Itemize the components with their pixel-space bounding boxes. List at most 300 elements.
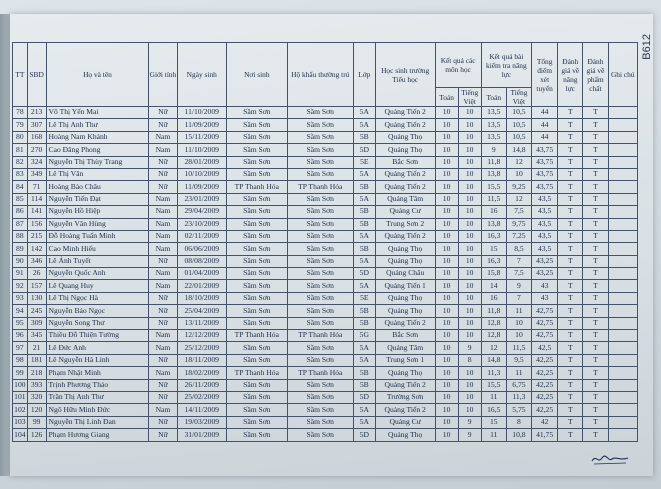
cell-school: Quảng Châu bbox=[375, 268, 435, 280]
cell-capacity: T bbox=[558, 218, 583, 230]
cell-quality: T bbox=[583, 330, 608, 342]
cell-gender: Nam bbox=[149, 367, 177, 379]
table-row bbox=[13, 268, 638, 280]
cell-test-vietnamese: 7,5 bbox=[506, 268, 531, 280]
cell-school: Bắc Sơn bbox=[375, 330, 435, 342]
cell-gender: Nam bbox=[149, 218, 177, 230]
cell-test-math: 11,5 bbox=[481, 193, 506, 205]
cell-vietnamese: 10 bbox=[458, 243, 481, 255]
cell-notes bbox=[608, 404, 637, 416]
header-residence: Hộ khẩu thường trú bbox=[287, 43, 353, 107]
cell-math: 10 bbox=[435, 168, 458, 180]
cell-dob: 29/04/2009 bbox=[177, 206, 226, 218]
cell-school: Quảng Thọ bbox=[375, 367, 435, 379]
cell-tt: 89 bbox=[13, 243, 28, 255]
cell-name: Lê Đức Anh bbox=[46, 342, 149, 354]
cell-test-vietnamese: 10,8 bbox=[506, 429, 531, 441]
cell-residence: Sầm Sơn bbox=[287, 156, 353, 168]
table-row bbox=[13, 181, 638, 193]
cell-birthplace: Sầm Sơn bbox=[226, 168, 287, 180]
cell-vietnamese: 10 bbox=[458, 367, 481, 379]
cell-total: 42,5 bbox=[532, 342, 558, 354]
cell-school: Quảng Tâm bbox=[375, 193, 435, 205]
cell-capacity: T bbox=[558, 268, 583, 280]
cell-test-math: 14 bbox=[481, 280, 506, 292]
cell-math: 10 bbox=[435, 342, 458, 354]
table-row bbox=[13, 206, 638, 218]
cell-test-math: 13,5 bbox=[481, 107, 506, 119]
table-row bbox=[13, 404, 638, 416]
cell-total: 43,75 bbox=[532, 156, 558, 168]
cell-quality: T bbox=[583, 107, 608, 119]
cell-dob: 25/04/2009 bbox=[177, 305, 226, 317]
cell-vietnamese: 9 bbox=[458, 342, 481, 354]
cell-test-vietnamese: 10,5 bbox=[506, 107, 531, 119]
table-row bbox=[13, 354, 638, 366]
cell-school: Quảng Cư bbox=[375, 206, 435, 218]
cell-test-math: 9 bbox=[481, 144, 506, 156]
cell-test-math: 15,5 bbox=[481, 379, 506, 391]
cell-capacity: T bbox=[558, 144, 583, 156]
cell-notes bbox=[608, 131, 637, 143]
cell-vietnamese: 10 bbox=[458, 230, 481, 242]
cell-test-math: 11 bbox=[481, 429, 506, 441]
cell-class: 5B bbox=[353, 181, 375, 193]
cell-school: Quảng Tiến 2 bbox=[375, 404, 435, 416]
cell-dob: 18/02/2009 bbox=[177, 367, 226, 379]
cell-notes bbox=[608, 317, 637, 329]
cell-sbd: 26 bbox=[27, 268, 46, 280]
cell-birthplace: Sầm Sơn bbox=[226, 255, 287, 267]
cell-tt: 86 bbox=[13, 206, 28, 218]
cell-sbd: 309 bbox=[27, 317, 46, 329]
cell-notes bbox=[608, 168, 637, 180]
cell-capacity: T bbox=[558, 342, 583, 354]
cell-capacity: T bbox=[558, 379, 583, 391]
cell-notes bbox=[608, 119, 637, 131]
cell-quality: T bbox=[583, 181, 608, 193]
cell-total: 43 bbox=[532, 280, 558, 292]
cell-name: Lê Ánh Tuyết bbox=[46, 255, 149, 267]
cell-sbd: 345 bbox=[27, 330, 46, 342]
cell-gender: Nữ bbox=[149, 292, 177, 304]
cell-vietnamese: 10 bbox=[458, 391, 481, 403]
cell-total: 43,5 bbox=[532, 218, 558, 230]
cell-tt: 93 bbox=[13, 292, 28, 304]
cell-capacity: T bbox=[558, 391, 583, 403]
cell-gender: Nam bbox=[149, 268, 177, 280]
table-row bbox=[13, 218, 638, 230]
cell-residence: Sầm Sơn bbox=[287, 119, 353, 131]
header-subject-results: Kết quả các môn học bbox=[435, 43, 481, 88]
cell-vietnamese: 10 bbox=[458, 404, 481, 416]
cell-notes bbox=[608, 107, 637, 119]
cell-sbd: 349 bbox=[27, 168, 46, 180]
cell-residence: Sầm Sơn bbox=[287, 391, 353, 403]
cell-math: 10 bbox=[435, 131, 458, 143]
cell-test-vietnamese: 7,25 bbox=[506, 230, 531, 242]
cell-total: 42,25 bbox=[532, 379, 558, 391]
header-notes: Ghi chú bbox=[608, 43, 637, 107]
cell-school: Quảng Thọ bbox=[375, 144, 435, 156]
cell-birthplace: Sầm Sơn bbox=[226, 280, 287, 292]
cell-vietnamese: 10 bbox=[458, 268, 481, 280]
cell-residence: Sầm Sơn bbox=[287, 429, 353, 441]
cell-quality: T bbox=[583, 255, 608, 267]
cell-test-vietnamese: 11,3 bbox=[506, 391, 531, 403]
table-row bbox=[13, 429, 638, 441]
cell-capacity: T bbox=[558, 255, 583, 267]
cell-test-vietnamese: 7,5 bbox=[506, 206, 531, 218]
cell-sbd: 114 bbox=[27, 193, 46, 205]
cell-capacity: T bbox=[558, 305, 583, 317]
cell-dob: 13/11/2009 bbox=[177, 317, 226, 329]
table-row bbox=[13, 119, 638, 131]
cell-capacity: T bbox=[558, 131, 583, 143]
cell-tt: 95 bbox=[13, 317, 28, 329]
cell-tt: 97 bbox=[13, 342, 28, 354]
cell-school: Quảng Tiến 2 bbox=[375, 230, 435, 242]
cell-test-vietnamese: 11 bbox=[506, 367, 531, 379]
cell-class: 5A bbox=[353, 107, 375, 119]
cell-name: Lê Thị Vân bbox=[46, 168, 149, 180]
cell-sbd: 99 bbox=[27, 416, 46, 428]
cell-class: 5A bbox=[353, 255, 375, 267]
cell-name: Nguyễn Tiến Đạt bbox=[46, 193, 149, 205]
cell-tt: 101 bbox=[13, 391, 28, 403]
cell-notes bbox=[608, 144, 637, 156]
cell-name: Phạm Hương Giang bbox=[46, 429, 149, 441]
cell-vietnamese: 10 bbox=[458, 181, 481, 193]
cell-math: 10 bbox=[435, 193, 458, 205]
cell-gender: Nữ bbox=[149, 255, 177, 267]
cell-dob: 10/10/2009 bbox=[177, 168, 226, 180]
cell-dob: 23/10/2009 bbox=[177, 218, 226, 230]
cell-birthplace: Sầm Sơn bbox=[226, 144, 287, 156]
cell-capacity: T bbox=[558, 206, 583, 218]
cell-name: Cao Đăng Phong bbox=[46, 144, 149, 156]
cell-vietnamese: 10 bbox=[458, 317, 481, 329]
cell-residence: TP Thanh Hóa bbox=[287, 181, 353, 193]
cell-dob: 28/01/2009 bbox=[177, 156, 226, 168]
cell-birthplace: Sầm Sơn bbox=[226, 379, 287, 391]
cell-notes bbox=[608, 255, 637, 267]
cell-dob: 25/02/2009 bbox=[177, 391, 226, 403]
table-row bbox=[13, 243, 638, 255]
cell-math: 10 bbox=[435, 404, 458, 416]
table-row bbox=[13, 330, 638, 342]
cell-name: Võ Thị Yến Mai bbox=[46, 107, 149, 119]
cell-class: 5D bbox=[353, 144, 375, 156]
cell-capacity: T bbox=[558, 181, 583, 193]
cell-quality: T bbox=[583, 206, 608, 218]
table-row bbox=[13, 193, 638, 205]
cell-total: 43 bbox=[532, 292, 558, 304]
cell-math: 10 bbox=[435, 391, 458, 403]
cell-residence: Sầm Sơn bbox=[287, 305, 353, 317]
cell-vietnamese: 10 bbox=[458, 119, 481, 131]
cell-capacity: T bbox=[558, 416, 583, 428]
table-row bbox=[13, 367, 638, 379]
cell-notes bbox=[608, 181, 637, 193]
cell-math: 10 bbox=[435, 218, 458, 230]
cell-sbd: 21 bbox=[27, 342, 46, 354]
cell-sbd: 215 bbox=[27, 230, 46, 242]
cell-test-math: 13,5 bbox=[481, 131, 506, 143]
cell-notes bbox=[608, 292, 637, 304]
cell-name: Nguyễn Bảo Ngọc bbox=[46, 305, 149, 317]
cell-birthplace: Sầm Sơn bbox=[226, 317, 287, 329]
cell-name: Trịnh Phương Thảo bbox=[46, 379, 149, 391]
cell-test-vietnamese: 7 bbox=[506, 292, 531, 304]
cell-name: Lê Quang Huy bbox=[46, 280, 149, 292]
cell-math: 10 bbox=[435, 181, 458, 193]
cell-tt: 91 bbox=[13, 268, 28, 280]
cell-test-math: 13,8 bbox=[481, 168, 506, 180]
cell-total: 43,5 bbox=[532, 206, 558, 218]
cell-capacity: T bbox=[558, 292, 583, 304]
cell-test-vietnamese: 7 bbox=[506, 255, 531, 267]
cell-school: Quảng Tiến 2 bbox=[375, 379, 435, 391]
cell-notes bbox=[608, 156, 637, 168]
cell-name: Nguyễn Quốc Anh bbox=[46, 268, 149, 280]
cell-residence: Sầm Sơn bbox=[287, 416, 353, 428]
cell-sbd: 218 bbox=[27, 367, 46, 379]
cell-school: Quảng Thọ bbox=[375, 243, 435, 255]
cell-school: Quảng Thọ bbox=[375, 429, 435, 441]
cell-quality: T bbox=[583, 416, 608, 428]
cell-class: 5E bbox=[353, 156, 375, 168]
cell-total: 43,5 bbox=[532, 193, 558, 205]
cell-tt: 102 bbox=[13, 404, 28, 416]
cell-notes bbox=[608, 230, 637, 242]
cell-residence: Sầm Sơn bbox=[287, 255, 353, 267]
cell-residence: Sầm Sơn bbox=[287, 131, 353, 143]
cell-vietnamese: 10 bbox=[458, 107, 481, 119]
cell-capacity: T bbox=[558, 330, 583, 342]
cell-total: 43,75 bbox=[532, 181, 558, 193]
table-row bbox=[13, 317, 638, 329]
cell-capacity: T bbox=[558, 107, 583, 119]
cell-math: 10 bbox=[435, 429, 458, 441]
cell-math: 10 bbox=[435, 119, 458, 131]
cell-birthplace: Sầm Sơn bbox=[226, 206, 287, 218]
cell-school: Trung Sơn 2 bbox=[375, 218, 435, 230]
cell-tt: 100 bbox=[13, 379, 28, 391]
cell-quality: T bbox=[583, 268, 608, 280]
cell-gender: Nữ bbox=[149, 391, 177, 403]
cell-tt: 88 bbox=[13, 230, 28, 242]
cell-gender: Nam bbox=[149, 131, 177, 143]
cell-total: 42,25 bbox=[532, 367, 558, 379]
cell-math: 10 bbox=[435, 416, 458, 428]
cell-sbd: 346 bbox=[27, 255, 46, 267]
cell-name: Nguyễn Thị Linh Đan bbox=[46, 416, 149, 428]
cell-vietnamese: 10 bbox=[458, 379, 481, 391]
cell-residence: Sầm Sơn bbox=[287, 243, 353, 255]
cell-gender: Nam bbox=[149, 144, 177, 156]
cell-class: 5A bbox=[353, 280, 375, 292]
cell-residence: Sầm Sơn bbox=[287, 107, 353, 119]
cell-gender: Nữ bbox=[149, 379, 177, 391]
cell-sbd: 126 bbox=[27, 429, 46, 441]
table-row bbox=[13, 280, 638, 292]
cell-total: 42 bbox=[532, 416, 558, 428]
cell-residence: Sầm Sơn bbox=[287, 317, 353, 329]
cell-notes bbox=[608, 243, 637, 255]
cell-notes bbox=[608, 416, 637, 428]
cell-birthplace: Sầm Sơn bbox=[226, 416, 287, 428]
cell-gender: Nam bbox=[149, 243, 177, 255]
header-math: Toán bbox=[435, 88, 458, 107]
cell-tt: 90 bbox=[13, 255, 28, 267]
table-row bbox=[13, 305, 638, 317]
cell-sbd: 307 bbox=[27, 119, 46, 131]
cell-vietnamese: 10 bbox=[458, 330, 481, 342]
cell-tt: 103 bbox=[13, 416, 28, 428]
cell-test-vietnamese: 11 bbox=[506, 305, 531, 317]
cell-sbd: 130 bbox=[27, 292, 46, 304]
table-row bbox=[13, 379, 638, 391]
cell-test-vietnamese: 10 bbox=[506, 330, 531, 342]
cell-residence: Sầm Sơn bbox=[287, 168, 353, 180]
cell-sbd: 141 bbox=[27, 206, 46, 218]
table-row bbox=[13, 156, 638, 168]
cell-class: 5A bbox=[353, 404, 375, 416]
cell-dob: 14/11/2009 bbox=[177, 404, 226, 416]
cell-tt: 96 bbox=[13, 330, 28, 342]
cell-school: Bắc Sơn bbox=[375, 156, 435, 168]
cell-notes bbox=[608, 206, 637, 218]
cell-birthplace: Sầm Sơn bbox=[226, 268, 287, 280]
cell-test-vietnamese: 10,5 bbox=[506, 131, 531, 143]
cell-total: 44 bbox=[532, 119, 558, 131]
cell-test-math: 16,5 bbox=[481, 404, 506, 416]
cell-birthplace: Sầm Sơn bbox=[226, 342, 287, 354]
cell-dob: 18/11/2009 bbox=[177, 354, 226, 366]
cell-name: Đỗ Hoàng Tuấn Minh bbox=[46, 230, 149, 242]
cell-birthplace: Sầm Sơn bbox=[226, 119, 287, 131]
cell-total: 42,75 bbox=[532, 305, 558, 317]
cell-dob: 22/01/2009 bbox=[177, 280, 226, 292]
header-total: Tổng điểm xét tuyển bbox=[532, 43, 558, 107]
cell-notes bbox=[608, 367, 637, 379]
cell-total: 43,25 bbox=[532, 255, 558, 267]
cell-math: 10 bbox=[435, 230, 458, 242]
cell-class: 5A bbox=[353, 230, 375, 242]
cell-dob: 06/06/2009 bbox=[177, 243, 226, 255]
cell-math: 10 bbox=[435, 206, 458, 218]
cell-class: 5B bbox=[353, 367, 375, 379]
cell-math: 10 bbox=[435, 144, 458, 156]
cell-class: 5B bbox=[353, 317, 375, 329]
table-row bbox=[13, 144, 638, 156]
cell-vietnamese: 10 bbox=[458, 156, 481, 168]
cell-total: 41,75 bbox=[532, 429, 558, 441]
cell-dob: 11/10/2009 bbox=[177, 144, 226, 156]
cell-name: Hoàng Bảo Châu bbox=[46, 181, 149, 193]
cell-math: 10 bbox=[435, 292, 458, 304]
cell-test-math: 12,8 bbox=[481, 317, 506, 329]
cell-vietnamese: 8 bbox=[458, 354, 481, 366]
cell-total: 42,25 bbox=[532, 354, 558, 366]
table-body bbox=[13, 107, 638, 442]
cell-math: 10 bbox=[435, 156, 458, 168]
header-vietnamese: Tiếng Việt bbox=[458, 88, 481, 107]
cell-vietnamese: 10 bbox=[458, 131, 481, 143]
student-results-table bbox=[12, 42, 638, 442]
cell-quality: T bbox=[583, 391, 608, 403]
cell-dob: 11/10/2009 bbox=[177, 107, 226, 119]
header-sbd: SBD bbox=[27, 43, 46, 107]
cell-test-math: 11,8 bbox=[481, 156, 506, 168]
cell-test-math: 11,3 bbox=[481, 367, 506, 379]
cell-tt: 84 bbox=[13, 181, 28, 193]
cell-tt: 92 bbox=[13, 280, 28, 292]
cell-quality: T bbox=[583, 342, 608, 354]
cell-school: Quảng Tiến 2 bbox=[375, 181, 435, 193]
cell-capacity: T bbox=[558, 280, 583, 292]
cell-test-math: 16 bbox=[481, 292, 506, 304]
cell-tt: 99 bbox=[13, 367, 28, 379]
cell-capacity: T bbox=[558, 119, 583, 131]
cell-dob: 11/09/2009 bbox=[177, 181, 226, 193]
cell-notes bbox=[608, 354, 637, 366]
cell-test-math: 15 bbox=[481, 416, 506, 428]
cell-class: 5B bbox=[353, 379, 375, 391]
cell-quality: T bbox=[583, 193, 608, 205]
cell-gender: Nữ bbox=[149, 354, 177, 366]
cell-quality: T bbox=[583, 354, 608, 366]
cell-math: 10 bbox=[435, 317, 458, 329]
cell-test-math: 12 bbox=[481, 342, 506, 354]
cell-name: Ngô Hữu Minh Đức bbox=[46, 404, 149, 416]
cell-class: 5B bbox=[353, 131, 375, 143]
cell-capacity: T bbox=[558, 354, 583, 366]
cell-birthplace: Sầm Sơn bbox=[226, 218, 287, 230]
cell-school: Quảng Thọ bbox=[375, 131, 435, 143]
cell-dob: 08/08/2009 bbox=[177, 255, 226, 267]
cell-quality: T bbox=[583, 218, 608, 230]
cell-school: Quảng Tiến 2 bbox=[375, 317, 435, 329]
cell-class: 5A bbox=[353, 354, 375, 366]
cell-residence: Sầm Sơn bbox=[287, 404, 353, 416]
cell-tt: 98 bbox=[13, 354, 28, 366]
cell-tt: 79 bbox=[13, 119, 28, 131]
cell-total: 43,75 bbox=[532, 144, 558, 156]
cell-test-vietnamese: 9 bbox=[506, 280, 531, 292]
cell-notes bbox=[608, 330, 637, 342]
cell-test-vietnamese: 10 bbox=[506, 317, 531, 329]
cell-dob: 11/09/2009 bbox=[177, 119, 226, 131]
cell-math: 10 bbox=[435, 367, 458, 379]
cell-name: Thiều Đỗ Thiện Tường bbox=[46, 330, 149, 342]
cell-math: 10 bbox=[435, 354, 458, 366]
cell-quality: T bbox=[583, 404, 608, 416]
cell-test-vietnamese: 8 bbox=[506, 416, 531, 428]
cell-school: Quảng Tiến 2 bbox=[375, 119, 435, 131]
signature bbox=[590, 452, 630, 466]
cell-gender: Nam bbox=[149, 206, 177, 218]
cell-class: 5A bbox=[353, 119, 375, 131]
cell-quality: T bbox=[583, 156, 608, 168]
cell-total: 42,75 bbox=[532, 330, 558, 342]
cell-birthplace: Sầm Sơn bbox=[226, 429, 287, 441]
cell-notes bbox=[608, 193, 637, 205]
cell-test-vietnamese: 9,5 bbox=[506, 354, 531, 366]
cell-quality: T bbox=[583, 367, 608, 379]
sheet-code: B612 bbox=[641, 34, 653, 60]
